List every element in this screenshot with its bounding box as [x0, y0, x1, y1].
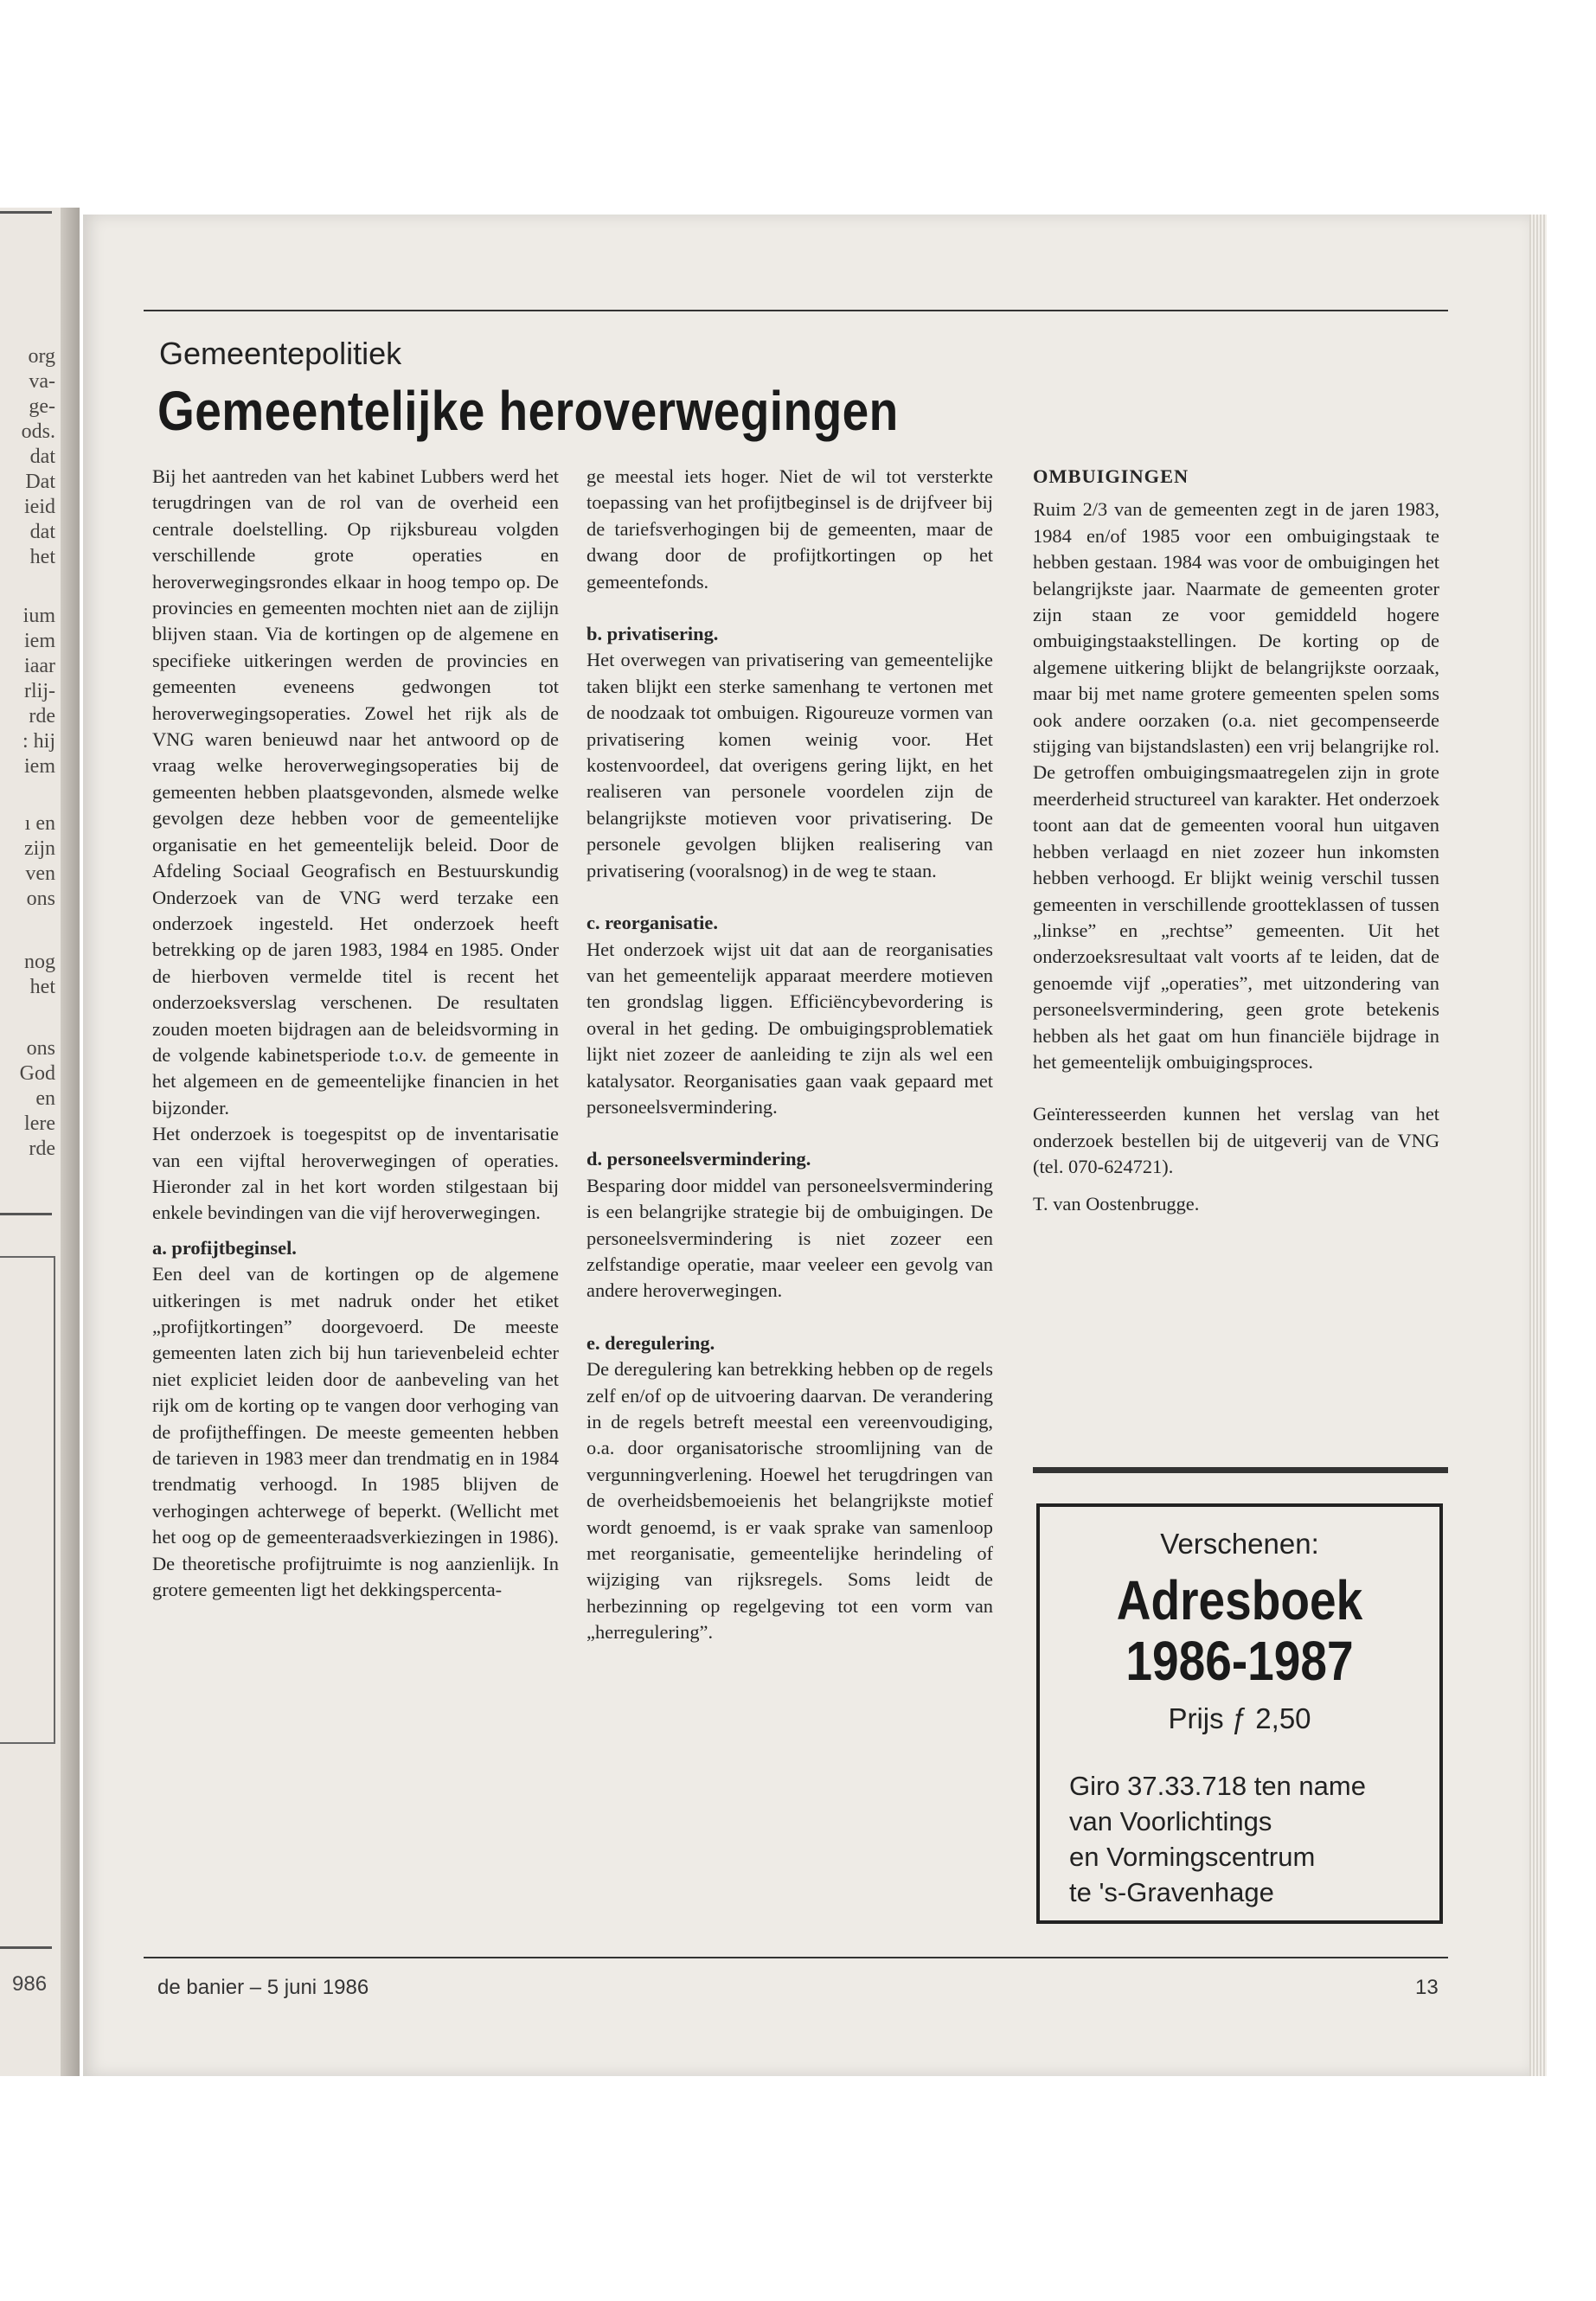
ad-giro-line: en Vormingscentrum [1069, 1842, 1316, 1872]
previous-page-fragment: God [19, 1062, 55, 1085]
previous-page-fragment: rde [29, 705, 55, 727]
article-paragraph: De deregulering kan betrekking hebben op de regels zelf en/of op de uitvoering daarvan. De verandering in de regels betreft meestal een vereenvoudiging, o.a. door organisatorische stroomlijning van de vergunningverlening. Hoewel het terugdringen van de overheidsbemoeienis het belangrijkste motief wordt genoemd, is er vaak sprake van samenloop met reorganisatie, gemeentelijke herindeling of wijziging van rijksregels. Soms leidt de herbezinning op regelgeving tot een vorm van „herregulering”. [586, 1358, 993, 1644]
article-paragraph: Een deel van de kortingen op de algemene uitkeringen is met nadruk onder het etiket „profijtkortingen” doorgevoerd. De meeste gemeenten laten zich bij hun tarievenbeleid echter niet expliciet leiden door de aanbeveling van het rijk om de korting op te vangen door verhoging van de profijtheffingen. De meeste gemeenten hebben de tarieven in 1983 meer dan trendmatig en in 1984 trendmatig verhoogd. In 1985 blijven de verhogingen achterwege of beperkt. (Wellicht met het oog op de gemeenteraadsverkiezingen in 1986). De theoretische profijtruimte is nog aanzienlijk. In grotere gemeenten ligt het dekkingspercenta- [152, 1263, 559, 1601]
previous-page-number: 986 [12, 1972, 48, 1996]
previous-page-fragment: zijn [24, 837, 55, 860]
previous-page-fragment: dat [29, 445, 55, 468]
previous-page-fragment: ge- [29, 395, 55, 418]
previous-page-fragment: ium [22, 605, 55, 627]
subheading-personeelsvermindering: d. personeelsvermindering. [586, 1148, 811, 1170]
page-number: 13 [1415, 1976, 1439, 1999]
ad-title-line-1: Adresboek [1116, 1569, 1363, 1631]
previous-page-strip [0, 208, 80, 2076]
previous-page-fragment: rlij- [24, 680, 55, 702]
article-paragraph: ge meestal iets hoger. Niet de wil tot versterkte toepassing van het profijtbeginsel is de drijfveer bij de tariefsverhogingen bij de gemeenten, maar de dwang door de profijtkortingen op het gemeentefonds. [586, 465, 993, 593]
section-label: Gemeentepolitiek [159, 336, 402, 371]
previous-page-fragment: ieid [24, 496, 55, 518]
ad-giro-line: van Voorlichtings [1069, 1806, 1272, 1836]
previous-page-rule [0, 1213, 52, 1215]
binding-gutter [61, 208, 80, 2076]
article-paragraph: Bij het aantreden van het kabinet Lubbers werd het terugdringen van de rol van de overheid een centrale doelstelling. Op rijksbureau volgden verschillende grote operaties en heroverwegingsrondes elkaar in hoog tempo op. De provincies en gemeenten mochten niet aan de zijlijn blijven staan. Via de kortingen op de algemene en specifieke uitkeringen werden de provincies en gemeenten eveneens gedwongen tot heroverwegingsoperaties. Zowel het rijk als de VNG waren benieuwd naar het antwoord op de vraag welke heroverwegingsoperaties bij de gemeenten hebben plaatsgevonden, alsmede welke gevolgen deze hebben voor de gemeentelijke organisatie en het gemeentelijk beleid. Door de Afdeling Sociaal Geografisch en Bestuurskundig Onderzoek van de VNG werd terzake een onderzoek ingesteld. Het onderzoek heeft betrekking op de jaren 1983, 1984 en 1985. Onder de hierboven vermelde titel is recent het onderzoeksverslag verschenen. De resultaten zouden moeten bijdragen aan de beleidsvorming in de volgende kabinetsperiode t.o.v. de gemeente in het algemeen en de gemeentelijke financien in het bijzonder. [152, 465, 559, 1118]
footer-publication: de banier – 5 juni 1986 [157, 1976, 369, 1999]
previous-page-fragment: ods. [21, 420, 55, 443]
page-edges [1529, 215, 1547, 2076]
previous-page-fragment: lere [24, 1112, 55, 1135]
ad-title-line-2: 1986-1987 [1125, 1630, 1354, 1692]
article-paragraph: Het overwegen van privatisering van gemeentelijke taken blijkt een sterke samenhang te vertonen met de noodzaak tot ombuigen. Rigoureuze vormen van privatisering komen weinig voor. Het kostenvoordeel, dat overigens gering lijkt, en het realiseren van personele voordelen zijn de belangrijkste motieven voor privatisering. De personele gevolgen blijken realisering van privatisering (vooralsnog) in de weg te staan. [586, 649, 993, 881]
subheading-privatisering: b. privatisering. [586, 623, 719, 645]
article-paragraph: Besparing door middel van personeelsvermindering is een belangrijke strategie bij de ombuigingen. De personeelsvermindering is niet zozeer een zelfstandige operatie, maar veeleer een gevolg van andere heroverwegingen. [586, 1174, 993, 1302]
subheading-ombuigingen: OMBUIGINGEN [1033, 465, 1189, 487]
previous-page-fragment: va- [29, 370, 55, 393]
previous-page-fragment: org [28, 345, 55, 368]
ad-giro-line: Giro 37.33.718 ten name [1069, 1771, 1366, 1801]
previous-page-fragment: dat [29, 521, 55, 543]
subheading-deregulering: e. deregulering. [586, 1331, 715, 1354]
previous-page-fragment: iem [24, 630, 55, 652]
subheading-profijtbeginsel: a. profijtbeginsel. [152, 1236, 297, 1259]
ad-price: Prijs ƒ 2,50 [1168, 1702, 1311, 1734]
ad-label: Verschenen: [1160, 1528, 1319, 1560]
previous-page-fragment: ons [26, 888, 55, 910]
previous-page-fragment: ı en [24, 812, 55, 835]
previous-page-fragment: iaar [24, 655, 55, 677]
previous-page-fragment: en [35, 1087, 55, 1110]
previous-page-fragment: Dat [25, 471, 55, 493]
previous-page-rule [0, 211, 52, 214]
previous-page-fragment: ven [25, 862, 55, 885]
article-author: T. van Oostenbrugge. [1033, 1192, 1200, 1215]
previous-page-rule [0, 1946, 52, 1949]
article-paragraph: Het onderzoek is toegespitst op de inventarisatie van een vijftal heroverwegingen of operaties. Hieronder zal in het kort worden stilgestaan bij enkele bevindingen van die vijf heroverwegingen. [152, 1123, 559, 1224]
article-column-2 [586, 464, 993, 1646]
bottom-rule [144, 1957, 1448, 1958]
previous-page-fragment: nog [24, 951, 55, 973]
top-rule [144, 310, 1448, 311]
article-headline: Gemeentelijke heroverwegingen [157, 380, 899, 442]
previous-page-fragment: het [29, 546, 55, 568]
article-column-3 [1033, 464, 1439, 1217]
previous-page-fragment: het [29, 976, 55, 998]
previous-page-fragment: iem [24, 755, 55, 778]
ad-separator-rule [1033, 1467, 1448, 1473]
ad-giro-line: te 's-Gravenhage [1069, 1877, 1274, 1907]
article-paragraph: Geïnteresseerden kunnen het verslag van het onderzoek bestellen bij de uitgeverij van de VNG (tel. 070-624721). [1033, 1103, 1439, 1178]
previous-page-fragment: rde [29, 1138, 55, 1160]
subheading-reorganisatie: c. reorganisatie. [586, 912, 718, 934]
previous-page-fragment: : hij [22, 730, 55, 753]
previous-page-box [0, 1256, 55, 1744]
article-paragraph: Het onderzoek wijst uit dat aan de reorganisaties van het gemeentelijk apparaat meerdere motieven ten grondslag liggen. Efficiëncybevordering is overal in het geding. De ombuigingsproblematiek lijkt niet zozeer de aanleiding te zijn als wel een katalysator. Reorganisaties gaan vaak gepaard met personeelsvermindering. [586, 938, 993, 1118]
article-paragraph: Ruim 2/3 van de gemeenten zegt in de jaren 1983, 1984 en/of 1985 voor een ombuigingstaak te hebben gestaan. 1984 was voor de ombuigingen het belangrijkste jaar. Naarmate de gemeenten groter zijn staan ze voor gemiddeld hogere ombuigingstaakstellingen. De korting op de algemene uitkering blijkt de belangrijkste oorzaak, maar bij met name grotere gemeenten spelen soms ook andere oorzaken (o.a. niet gecompenseerde stijging van bijstandslasten) een vrij belangrijke rol. De getroffen ombuigingsmaatregelen zijn in grote meerderheid structureel van karakter. Het onderzoek toont aan dat de gemeenten vooral hun uitgaven hebben verlaagd en niet zozeer hun inkomsten hebben verhoogd. Er blijkt weinig verschil tussen gemeenten in verschillende grootteklassen of tussen „linkse” en „rechtse” gemeenten. Uit het onderzoeksresultaat valt voorts af te leiden, dat de genoemde vijf „operaties”, met uitzondering van personeelsvermindering, geen grote betekenis hebben als het gaat om hun financiële bijdrage in het gemeentelijk ombuigingsproces. [1033, 498, 1439, 1073]
previous-page-fragment: ons [26, 1037, 55, 1060]
advertisement-box [1036, 1503, 1443, 1924]
article-column-1 [152, 464, 559, 1603]
ad-giro-details [1069, 1768, 1433, 1910]
